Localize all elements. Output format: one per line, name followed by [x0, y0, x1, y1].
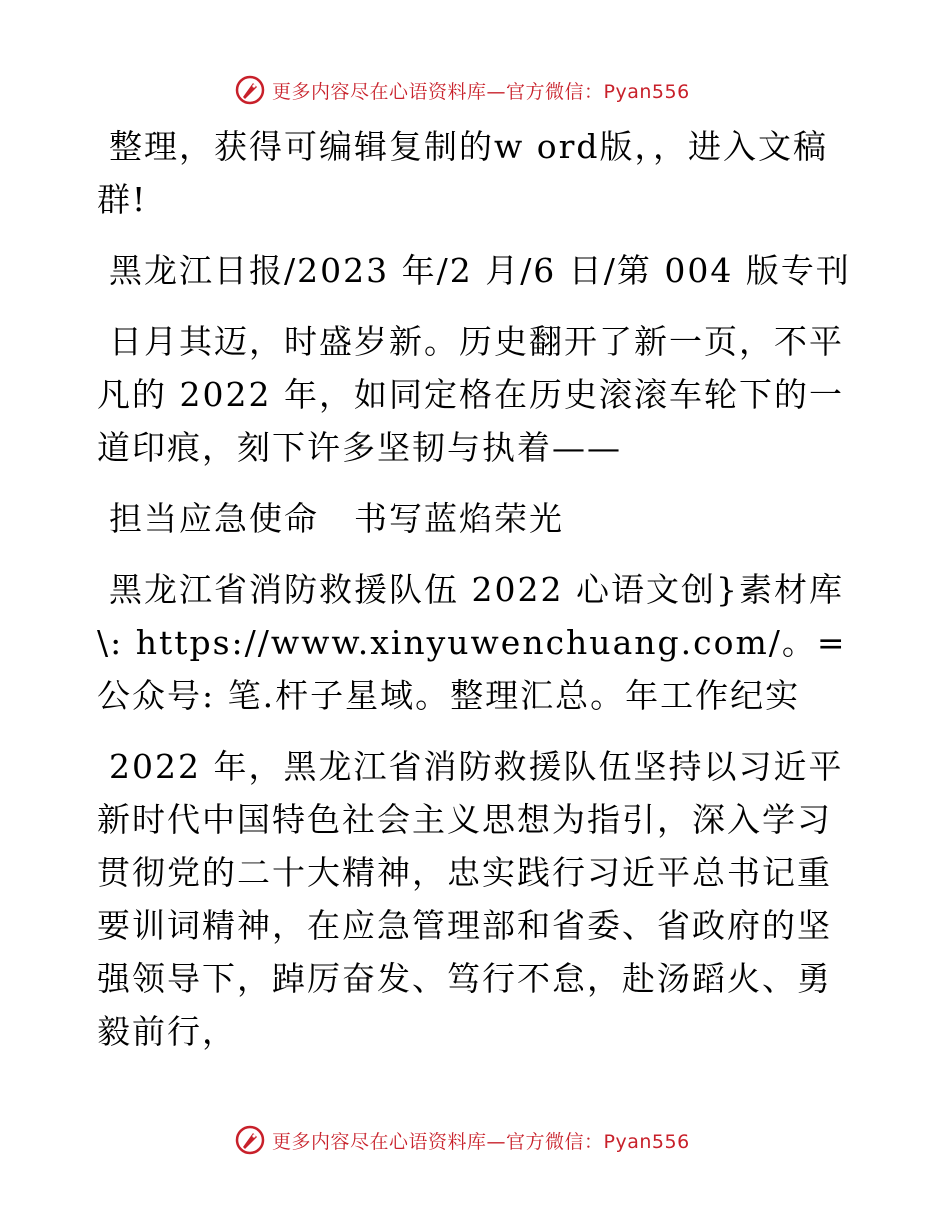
- watermark-text: 更多内容尽在心语资料库—官方微信：Pyan556: [272, 80, 690, 103]
- footer-watermark: [234, 1122, 690, 1158]
- paragraph-body: 2022 年，黑龙江省消防救援队伍坚持以习近平新时代中国特色社会主义思想为指引，深入学习贯彻党的二十大精神，忠实践行习近平总书记重要训词精神，在应急管理部和省委、省政府的坚强领导下，踔厉奋发、笃行不怠，赴汤蹈火、勇毅前行，: [97, 747, 844, 1051]
- pen-nib-circle-icon: [234, 74, 266, 106]
- header-watermark: [234, 72, 690, 108]
- paragraph-headline: 担当应急使命 书写蓝焰荣光: [109, 499, 564, 538]
- paragraph-source: 黑龙江日报/2023 年/2 月/6 日/第 004 版专刊: [109, 251, 851, 290]
- pen-nib-circle-icon: [234, 1124, 266, 1156]
- document-body: [97, 120, 857, 1076]
- paragraph-subtitle: 黑龙江省消防救援队伍 2022 心语文创}素材库\: https://www.xinyuwenchuang.com/。=公众号: 笔.杆子星域。整理汇总。年工作纪实: [97, 570, 847, 715]
- paragraph-intro: 整理，获得可编辑复制的w ord版，，进入文稿群!: [97, 127, 829, 219]
- paragraph-opening: 日月其迈，时盛岁新。历史翻开了新一页，不平凡的 2022 年，如同定格在历史滚滚车轮下的一道印痕，刻下许多坚韧与执着——: [97, 322, 844, 467]
- watermark-text: 更多内容尽在心语资料库—官方微信：Pyan556: [272, 1130, 690, 1153]
